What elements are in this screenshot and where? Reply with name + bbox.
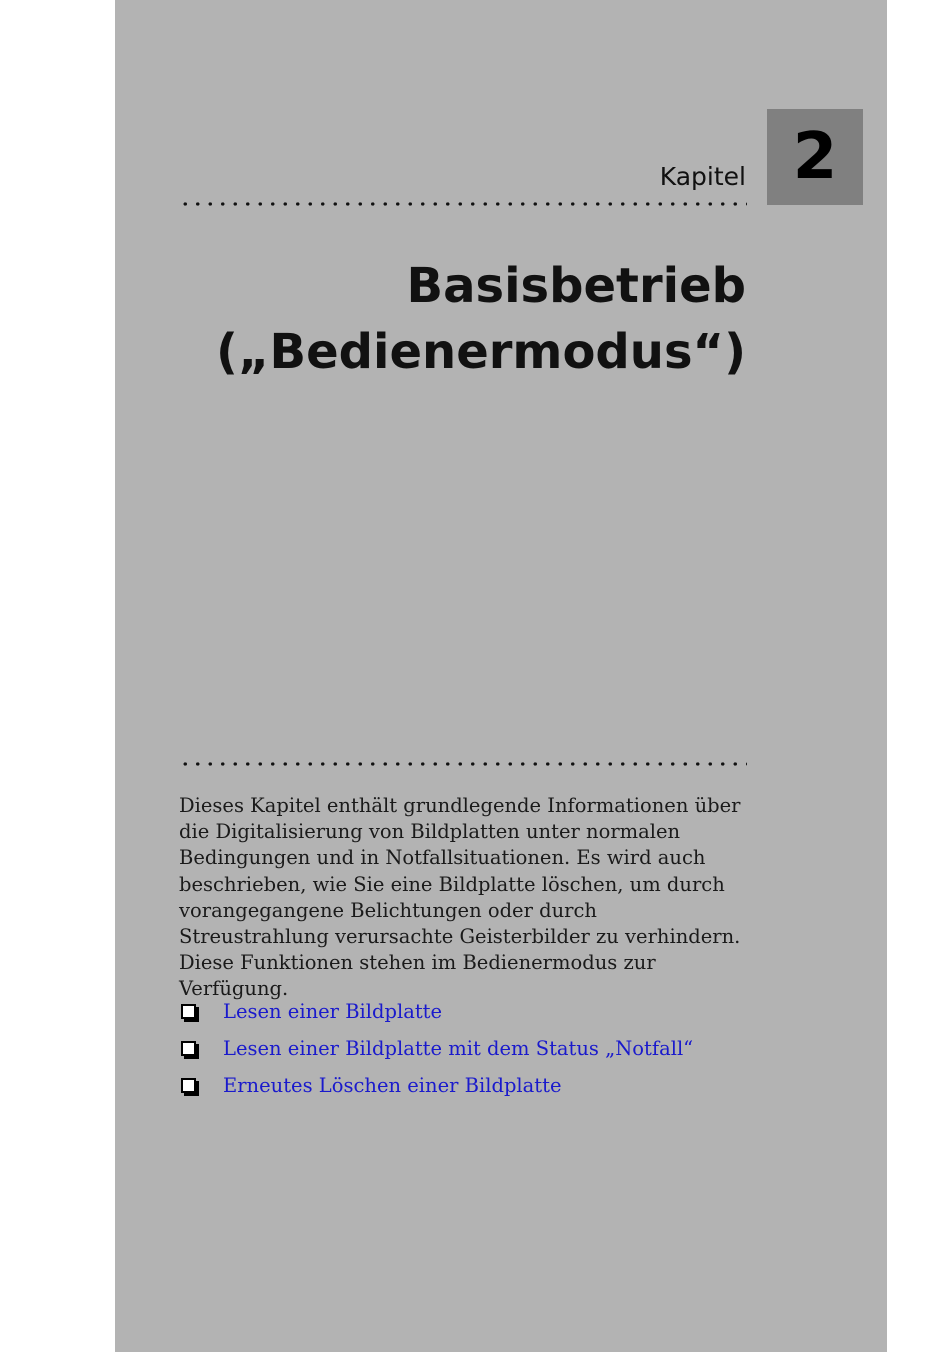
chapter-number-box (767, 109, 863, 205)
checkbox-icon (181, 1041, 196, 1056)
chapter-title (206, 253, 746, 385)
top-dotted-divider (179, 202, 747, 206)
topic-link-item[interactable] (179, 997, 693, 1034)
topic-link-notfall[interactable]: Lesen einer Bildplatte mit dem Status „Notfall“ (223, 1037, 694, 1060)
topic-link-loeschen[interactable]: Erneutes Löschen einer Bildplatte (223, 1074, 562, 1097)
checkbox-icon (181, 1004, 196, 1019)
chapter-label: Kapitel (659, 162, 746, 191)
chapter-title-line-1: Basisbetrieb (406, 258, 746, 314)
middle-dotted-divider (179, 762, 747, 766)
checkbox-icon (181, 1078, 196, 1093)
intro-paragraph: Dieses Kapitel enthält grundlegende Informationen über die Digitalisierung von Bildplatten unter normalen Bedingungen und in Notfallsituationen. Es wird auch beschrieben, wie Sie eine Bildplatte löschen, um durch vorangegangene Belichtungen oder durch Streustrahlung verursachte Geisterbilder zu verhindern. Diese Funktionen stehen im Bedienermodus zur Verfügung. (179, 794, 741, 1001)
chapter-title-line-2: („Bedienermodus“) (216, 324, 746, 380)
topic-link-item[interactable] (179, 1034, 693, 1071)
topic-link-list (179, 997, 693, 1108)
topic-link-lesen[interactable]: Lesen einer Bildplatte (223, 1000, 443, 1023)
chapter-number: 2 (792, 120, 838, 194)
topic-link-item[interactable] (179, 1071, 693, 1108)
